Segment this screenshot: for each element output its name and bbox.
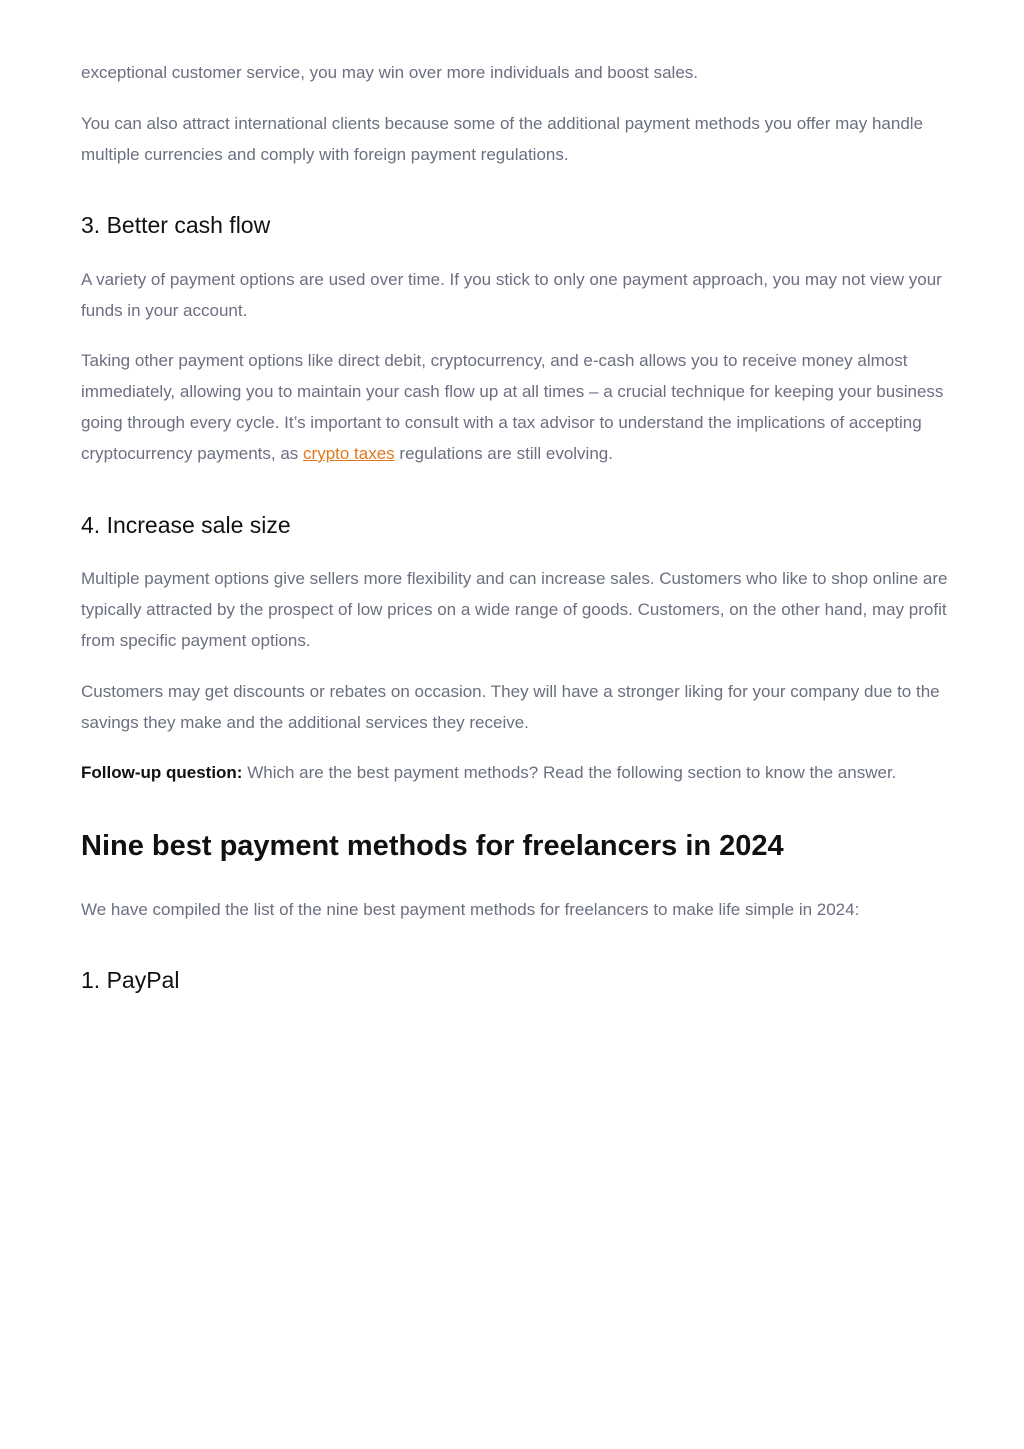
paragraph-international-clients: You can also attract international clients because some of the additional payment methods you offer may handle multiple currencies and comply with foreign payment regulations. [81,114,924,164]
paragraph-multiple-options: Multiple payment options give sellers more flexibility and can increase sales. Customers who like to shop online are typically attracted by the prospect of low prices on a wide range of goods. Customers, on the other hand, may profit from specific payment options. [81,569,948,650]
paragraph-discounts: Customers may get discounts or rebates on occasion. They will have a stronger liking for your company due to the savings they make and the additional services they receive. [81,682,940,732]
paragraph-other-payment-options [81,345,981,469]
heading-nine-best-methods: Nine best payment methods for freelancers in 2024 [81,830,784,862]
paragraph-text-after-link: regulations are still evolving. [394,444,613,463]
follow-up-text: Which are the best payment methods? Read the following section to know the answer. [242,763,897,782]
paragraph-compiled-list: We have compiled the list of the nine best payment methods for freelancers to make life simple in 2024: [81,900,860,919]
heading-better-cash-flow: 3. Better cash flow [81,212,271,238]
paragraph-text-before-link: Taking other payment options like direct debit, cryptocurrency, and e-cash allows you to receive money almost immediately, allowing you to maintain your cash flow up at all times – a crucial technique for keeping your business going through every cycle. It’s important to consult with a tax advisor to understand the implications of accepting cryptocurrency payments, as [81,351,944,463]
follow-up-label: Follow-up question: [81,763,243,782]
heading-increase-sale-size: 4. Increase sale size [81,512,291,538]
crypto-taxes-link[interactable]: crypto taxes [303,444,395,463]
paragraph-payment-variety: A variety of payment options are used over time. If you stick to only one payment approach, you may not view your funds in your account. [81,270,942,320]
paragraph-follow-up [81,757,981,788]
paragraph-service-intro: exceptional customer service, you may win over more individuals and boost sales. [81,63,699,82]
heading-paypal: 1. PayPal [81,967,180,993]
